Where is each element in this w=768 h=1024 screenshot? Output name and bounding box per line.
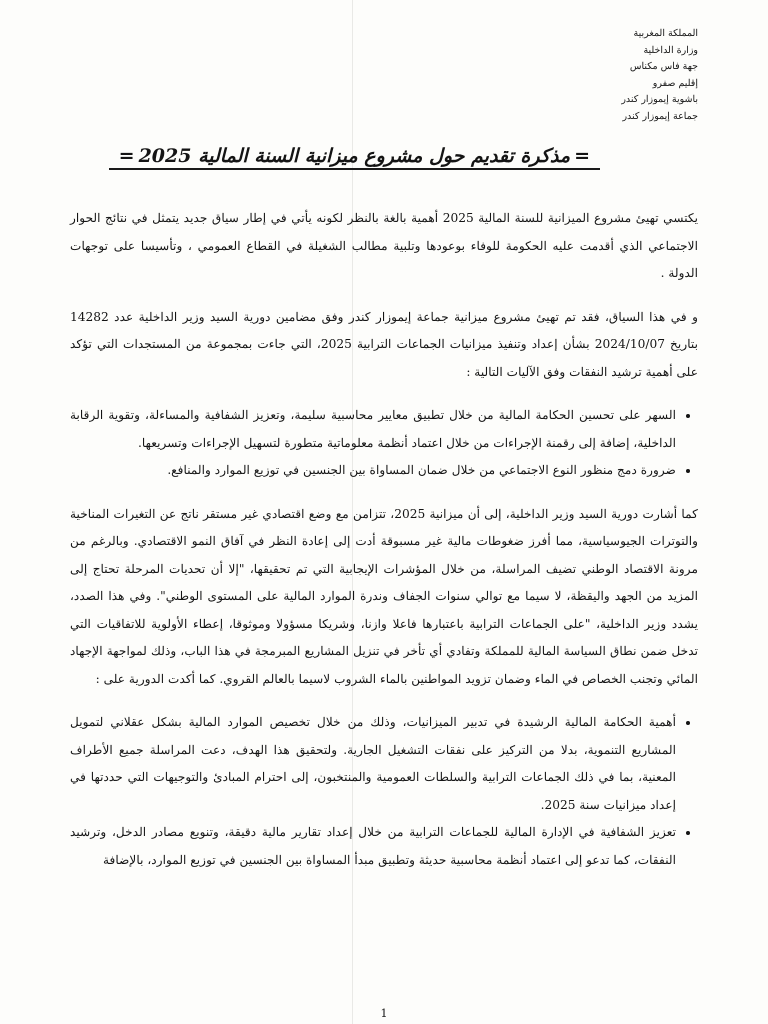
letterhead-line-province: إقليم صفرو (652, 77, 698, 89)
bullet-item: • السهر على تحسين الحكامة المالية من خلال تطبيق معايير محاسبية سليمة، وتعزيز الشفافية والمساءلة، وتقوية الرقابة الداخلية، إضافة إلى رقمنة الإجراءات من خلال اعتماد أنظمة معلوماتية متطورة لتسهيل الإجراءات وتسريعها. (70, 402, 676, 457)
bullet-item: • تعزيز الشفافية في الإدارة المالية للجماعات الترابية من خلال إعداد تقارير مالية دقيقة، وتنويع مصادر الدخل، وترشيد النفقات، كما تدعو إلى اعتماد أنظمة محاسبية حديثة وتطبيق مبدأ المساواة بين الجنسين في توزيع الموارد، بالإضافة (70, 819, 676, 874)
bullet-item: • أهمية الحكامة المالية الرشيدة في تدبير الميزانيات، وذلك من خلال تخصيص الموارد المالية بشكل عقلاني لتمويل المشاريع التنموية، بدلا من التركيز على نفقات التشغيل الجارية. ولتحقيق هذا الهدف، دعت المراسلة جميع الأطراف المعنية، بما في ذلك الجماعات الترابية والسلطات العمومية والمنتخبون، إلى احترام المبادئ والتوجيهات التي حددتها في إعداد ميزانيات سنة 2025. (70, 709, 676, 819)
letterhead-line-commune: جماعة إيموزار كندر (622, 110, 698, 122)
title-container (138, 145, 600, 170)
letterhead-line-region: جهة فاس مكناس (629, 61, 698, 72)
bullet-list-emphasis (70, 709, 698, 874)
bullet-item: • ضرورة دمج منظور النوع الاجتماعي من خلال ضمان المساواة بين الجنسين في توزيع الموارد والمنافع. (70, 457, 676, 485)
document-title: = مذكرة تقديم حول مشروع ميزانية السنة المالية 2025 = (109, 145, 600, 170)
paragraph-intro: يكتسي تهيئ مشروع الميزانية للسنة المالية 2025 أهمية بالغة بالنظر لكونه يأتي في إطار سياق جديد يتمثل في نتائج الحوار الاجتماعي الذي أقدمت عليه الحكومة للوفاء بوعودها وتلبية مطالب الشغيلة في القطاع العمومي ، وتأسيسا على توجهات الدولة . (70, 211, 698, 280)
letterhead (588, 26, 698, 125)
page-number: 1 (380, 1007, 388, 1020)
letterhead-line-pashalik: باشوية إيموزار كندر (621, 94, 698, 105)
document-body (70, 205, 698, 890)
letterhead-line-kingdom: المملكة المغربية (633, 28, 698, 39)
paragraph-context: و في هذا السياق، فقد تم تهيئ مشروع ميزانية جماعة إيموزار كندر وفق مضامين دورية السيد وزير الداخلية عدد 14282 بتاريخ 2024/10/07 بشأن إعداد وتنفيذ ميزانيات الجماعات الترابية 2025، التي جاءت بمجموعة من المستجدات التي تؤكد على أهمية ترشيد النفقات وفق الآليات التالية : (70, 309, 698, 379)
bullet-list-mechanisms (70, 402, 698, 485)
letterhead-line-ministry: وزارة الداخلية (643, 44, 698, 56)
paragraph-circular: كما أشارت دورية السيد وزير الداخلية، إلى أن ميزانية 2025، تتزامن مع وضع اقتصادي غير مستقر ناتج عن التغيرات المناخية والتوترات الجيوسياسية، مما أفرز ضغوطات مالية غير مسبوقة أدت إلى إعادة النظر في آفاق النمو الاقتصادي. وبالرغم من مرونة الاقتصاد الوطني تضيف المراسلة، من خلال المؤشرات الإيجابية التي تم تحقيقها، "إلا أن تحديات المرحلة تحتاج إلى المزيد من الجهد واليقظة، لا سيما مع توالي سنوات الجفاف وندرة الموارد المالية على المستوى الوطني". وفي هذا الصدد، يشدد وزير الداخلية، "على الجماعات الترابية باعتبارها فاعلا وازنا، وشريكا مسؤولا وموثوقا، إعطاء الأولوية للاتفاقيات التي تدخل ضمن نطاق السياسة المالية للمملكة وتفادي أي تأخر في تنزيل المشاريع المبرمجة في هذا الباب، وذلك لمواجهة الإجهاد المائي وتجنب الخصاص في الماء وضمان تزويد المواطنين بالماء الشروب لاسيما بالعالم القروي. كما أكدت الدورية على : (70, 506, 698, 686)
